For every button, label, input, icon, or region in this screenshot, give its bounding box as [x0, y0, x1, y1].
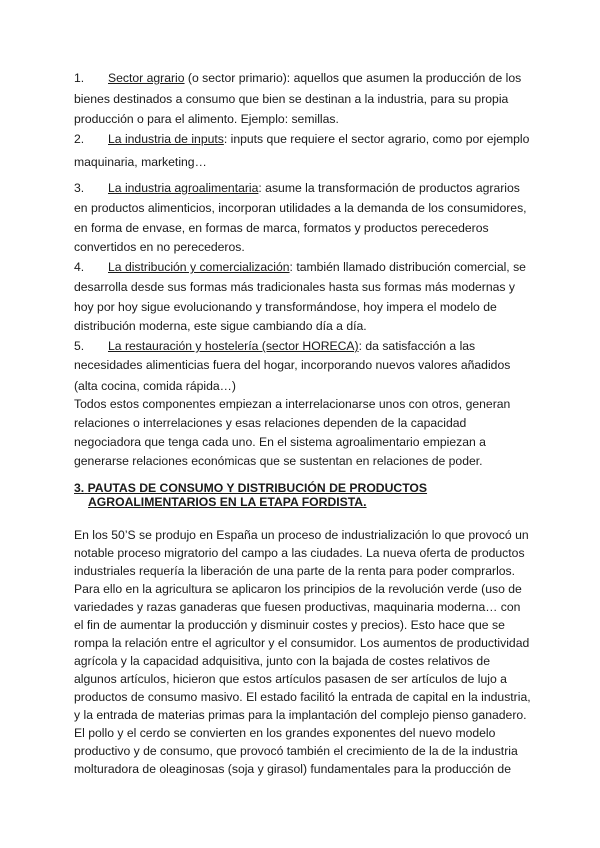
- summary-line-3: negociadora que tenga cada uno. En el sistema agroalimentario empiezan a: [74, 435, 486, 449]
- list-item-5-line-3: (alta cocina, comida rápida…): [74, 379, 236, 393]
- list-item-3-line-2: en productos alimenticios, incorporan utilidades a la demanda de los consumidores,: [74, 201, 527, 215]
- list-term: La distribución y comercialización: [108, 260, 290, 274]
- section-title-line-2: AGROALIMENTARIOS EN LA ETAPA FORDISTA.: [88, 495, 367, 509]
- list-text: : asume la transformación de productos agrarios: [258, 181, 520, 195]
- list-number: 1.: [74, 71, 85, 85]
- list-number: 3.: [74, 181, 85, 195]
- body-line-1: En los 50’S se produjo en España un proceso de industrialización lo que provocó un: [74, 528, 529, 542]
- body-line-14: molturadora de oleaginosas (soja y girasol) fundamentales para la producción de: [74, 762, 511, 776]
- summary-line-4: generarse relaciones económicas que se sustentan en relaciones de poder.: [74, 454, 483, 468]
- body-line-7: rompa la relación entre el agricultor y el consumidor. Los aumentos de productividad: [74, 636, 530, 650]
- list-term: Sector agrario: [108, 71, 185, 85]
- list-text: : da satisfacción a las: [358, 339, 476, 353]
- body-line-6: el fin de aumentar la producción y disminuir costes y precios). Esto hace que se: [74, 618, 505, 632]
- section-number: 3.: [74, 481, 85, 495]
- body-line-4: Para ello en la agricultura se aplicaron los principios de la revolución verde (uso de: [74, 582, 522, 596]
- list-number: 5.: [74, 339, 85, 353]
- body-line-9: algunos artículos, hicieron que estos artículos pasasen de ser artículos de lujo a: [74, 672, 507, 686]
- list-term: La industria de inputs: [108, 132, 224, 146]
- list-number: 2.: [74, 132, 85, 146]
- body-line-3: industriales requería la liberación de una parte de la renta para poder comprarlos.: [74, 564, 516, 578]
- list-item-3-line-4: convertidos en no perecederos.: [74, 240, 245, 254]
- section-heading: [74, 481, 427, 495]
- summary-line-2: relaciones o interrelaciones y esas relaciones dependen de la capacidad: [74, 416, 467, 430]
- list-item-3-line-3: en forma de envase, en formas de marca, formatos y productos perecederos: [74, 221, 489, 235]
- list-item-5-line-2: necesidades alimenticias fuera del hogar, incorporando nuevos valores añadidos: [74, 358, 511, 372]
- body-line-5: variedades y razas ganaderas que fuesen productivas, maquinaria moderna… con: [74, 600, 521, 614]
- body-line-13: productivo y de consumo, que provocó también el crecimiento de la de la industria: [74, 744, 518, 758]
- list-text: : también llamado distribución comercial, se: [289, 260, 526, 274]
- summary-line-1: Todos estos componentes empiezan a interrelacionarse unos con otros, generan: [74, 397, 511, 411]
- body-line-11: y la entrada de materias primas para la implantación del complejo pienso ganadero.: [74, 708, 527, 722]
- list-term: La industria agroalimentaria: [108, 181, 259, 195]
- body-line-8: agrícola y la capacidad adquisitiva, junto con la bajada de costes relativos de: [74, 654, 490, 668]
- list-item-1-line-2: bienes destinados a consumo que bien se destinan a la industria, para su propia: [74, 92, 509, 106]
- section-title-line-1: PAUTAS DE CONSUMO Y DISTRIBUCIÓN DE PRODUCTOS: [87, 481, 428, 495]
- list-item-1-line-3: producción o para el alimento. Ejemplo: semillas.: [74, 112, 339, 126]
- list-text: (o sector primario): aquellos que asumen la producción de los: [184, 71, 522, 85]
- list-text: : inputs que requiere el sector agrario, como por ejemplo: [223, 132, 530, 146]
- list-number: 4.: [74, 260, 85, 274]
- list-term: La restauración y hostelería (sector HORECA): [108, 339, 359, 353]
- body-line-12: El pollo y el cerdo se convierten en los grandes exponentes del nuevo modelo: [74, 726, 496, 740]
- body-line-2: notable proceso migratorio del campo a las ciudades. La nueva oferta de productos: [74, 546, 525, 560]
- list-item-4-line-2: desarrolla desde sus formas más tradicionales hasta sus formas más modernas y: [74, 280, 515, 294]
- list-item-4-line-4: distribución moderna, este sigue cambiando día a día.: [74, 319, 367, 333]
- list-item-2-line-2: maquinaria, marketing…: [74, 155, 207, 169]
- body-line-10: productos de consumo masivo. El estado facilitó la entrada de capital en la industria,: [74, 690, 531, 704]
- list-item-4-line-3: hoy por hoy sigue evolucionando y transformándose, hoy impera el modelo de: [74, 300, 497, 314]
